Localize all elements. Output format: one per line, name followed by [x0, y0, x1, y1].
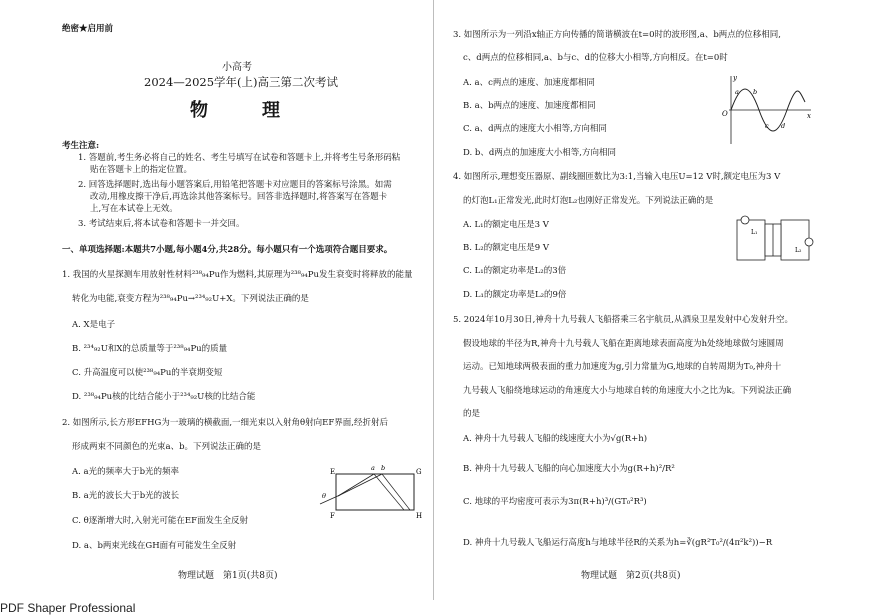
q5-stem: 假设地球的半径为R,神舟十九号载人飞船在距离地球表面高度为h处绕地球做匀速圆周 — [463, 339, 784, 349]
label-L2: L₂ — [795, 247, 802, 254]
q2-stem: 2. 如图所示,长方形EFHG为一玻璃的横截面,一细光束以入射角θ射向EF界面,经折射后 — [62, 418, 388, 428]
exam-title: 2024—2025学年(上)高三第二次考试 — [144, 75, 339, 89]
glass-block — [336, 474, 414, 510]
label-L1: L₁ — [751, 229, 758, 236]
left-page — [0, 0, 435, 600]
q4-option-d: D. L₁的额定功率是L₂的9倍 — [463, 290, 567, 300]
label-E: E — [330, 468, 336, 476]
reflected-a — [374, 474, 404, 510]
q2-option-b: B. a光的波长大于b光的波长 — [72, 491, 180, 501]
exam-org: 小高考 — [222, 62, 252, 73]
label-H: H — [416, 512, 423, 520]
transformer-circuit-figure — [729, 212, 817, 268]
q1-option-b: B. ²³⁴₉₂U和X的总质量等于²³⁸₉₄Pu的质量 — [72, 344, 228, 354]
pdf-watermark: PDF Shaper Professional — [0, 601, 136, 615]
q4-option-b: B. L₂的额定电压是9 V — [463, 243, 549, 253]
q1-stem: 1. 我国的火星探测车用放射性材料²³⁸₉₄Pu作为燃料,其原理为²³⁸₉₄Pu发生衰变时将释放的能量 — [62, 270, 413, 280]
q3-option-a: A. a、c两点的速度、加速度都相同 — [463, 78, 595, 88]
q2-option-c: C. θ逐渐增大时,入射光可能在EF面发生全反射 — [72, 516, 249, 526]
q5-option-c: C. 地球的平均密度可表示为3π(R+h)³/(GT₀²R³) — [463, 497, 647, 507]
glass-refraction-figure — [318, 462, 424, 524]
label-a: a — [371, 464, 375, 472]
q1-option-c: C. 升高温度可以使²³⁸₉₄Pu的半衰期变短 — [72, 368, 223, 378]
label-y: y — [733, 74, 737, 82]
label-x: x — [807, 112, 811, 120]
label-b: b — [753, 88, 758, 96]
notes-title: 考生注意: — [62, 141, 100, 151]
q3-stem: c、d两点的位移相同,a、b与c、d的位移大小相等,方向相反。在t=0时 — [463, 53, 728, 63]
note-line: 改动,用橡皮擦干净后,再选涂其他答案标号。回答非选择题时,将答案写在答题卡 — [90, 192, 388, 202]
q3-option-c: C. a、d两点的速度大小相等,方向相同 — [463, 124, 607, 134]
q5-stem: 5. 2024年10月30日,神舟十九号载人飞船搭乘三名宇航员,从酒泉卫星发射中心发射升空。 — [453, 315, 793, 325]
q2-option-d: D. a、b两束光线在GH面有可能发生全反射 — [72, 541, 237, 551]
secret-mark: 绝密★启用前 — [62, 24, 114, 34]
label-c: c — [765, 122, 769, 130]
q5-stem: 九号载人飞船绕地球运动的角速度大小与地球自转的角速度大小之比为k。下列说法正确 — [463, 386, 792, 396]
q4-option-a: A. L₁的额定电压是3 V — [463, 220, 549, 230]
q5-option-d: D. 神舟十九号载人飞船运行高度h与地球半径R的关系为h=∛(gR²T₀²/(4π²k²))−R — [463, 538, 773, 548]
reflected-b — [382, 474, 410, 510]
label-origin: O — [722, 110, 728, 118]
page-footer: 物理试题 第2页(共8页) — [581, 571, 681, 581]
q1-option-a: A. X是电子 — [72, 320, 116, 330]
q3-option-d: D. b、d两点的加速度大小相等,方向相同 — [463, 148, 617, 158]
q5-stem: 的是 — [463, 409, 481, 419]
right-page — [435, 0, 870, 600]
q2-stem: 形成两束不同颜色的光束a、b。下列说法正确的是 — [72, 442, 262, 452]
ray-a — [338, 474, 374, 496]
wave-figure — [719, 72, 815, 148]
label-G: G — [416, 468, 422, 476]
q2-option-a: A. a光的频率大于b光的频率 — [72, 467, 180, 477]
note-line: 2. 回答选择题时,选出每小题答案后,用铅笔把答题卡对应题目的答案标号涂黑。如需 — [78, 180, 392, 190]
secondary-circuit — [781, 220, 809, 260]
q5-stem: 运动。已知地球两极表面的重力加速度为g,引力常量为G,地球的自转周期为T₀,神舟十 — [463, 362, 782, 372]
page-footer: 物理试题 第1页(共8页) — [178, 571, 278, 581]
lamp-L1-icon — [741, 216, 749, 224]
label-b: b — [381, 464, 386, 472]
q3-option-b: B. a、b两点的速度、加速度都相同 — [463, 101, 596, 111]
note-line: 1. 答题前,考生务必将自己的姓名、考生号填写在试卷和答题卡上,并将考生号条形码粘 — [78, 153, 401, 163]
q5-option-a: A. 神舟十九号载人飞船的线速度大小为√g(R+h) — [463, 434, 648, 444]
note-line: 上,写在本试卷上无效。 — [90, 204, 178, 214]
q4-option-c: C. L₁的额定功率是L₂的3倍 — [463, 266, 567, 276]
q4-stem: 4. 如图所示,理想变压器原、副线圈匝数比为3:1,当输入电压U=12 V时,额定电压为3 V — [453, 172, 781, 182]
q5-option-b: B. 神舟十九号载人飞船的向心加速度大小为g(R+h)²/R² — [463, 464, 675, 474]
label-d: d — [781, 122, 786, 130]
primary-circuit — [737, 220, 765, 260]
note-line: 贴在答题卡上的指定位置。 — [90, 165, 193, 175]
ray-b — [338, 474, 382, 496]
lamp-L2-icon — [805, 238, 813, 246]
label-a: a — [735, 88, 739, 96]
q3-stem: 3. 如图所示为一列沿x轴正方向传播的简谐横波在t=0时的波形图,a、b两点的位移相同, — [453, 30, 781, 40]
q4-stem: 的灯泡L₁正常发光,此时灯泡L₂也刚好正常发光。下列说法正确的是 — [463, 196, 714, 206]
q1-stem: 转化为电能,衰变方程为²³⁸₉₄Pu→²³⁴₉₂U+X。下列说法正确的是 — [72, 294, 309, 304]
label-theta: θ — [322, 492, 326, 500]
section-heading: 一、单项选择题:本题共7小题,每小题4分,共28分。每小题只有一个选项符合题目要求。 — [62, 245, 393, 255]
subject-title: 物 理 — [190, 100, 298, 121]
q1-option-d: D. ²³⁸₉₄Pu核的比结合能小于²³⁴₉₂U核的比结合能 — [72, 392, 256, 402]
label-F: F — [330, 512, 335, 520]
note-line: 3. 考试结束后,将本试卷和答题卡一并交回。 — [78, 219, 245, 229]
